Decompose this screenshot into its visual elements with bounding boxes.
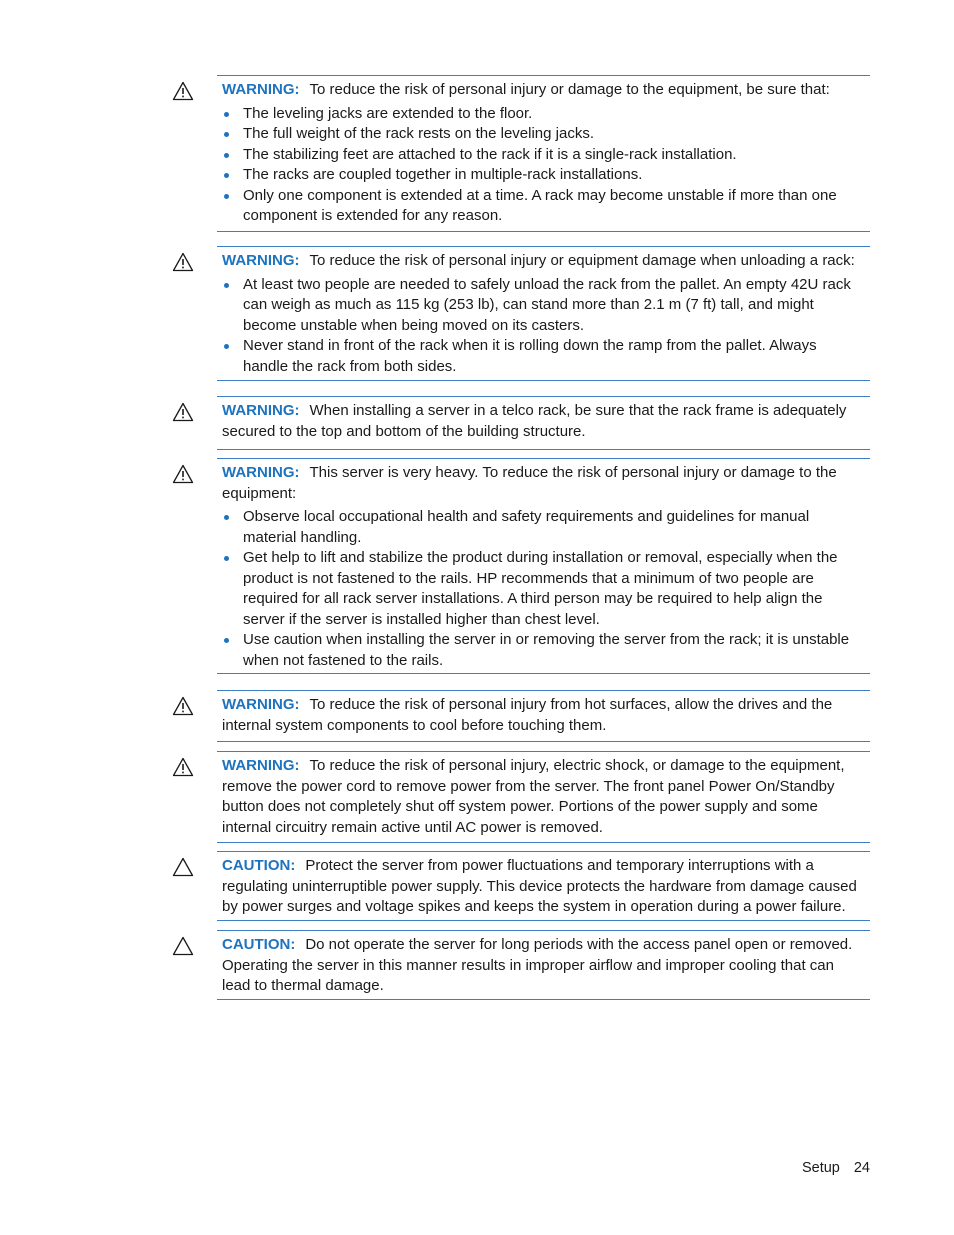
- list-item: Only one component is extended at a time. A rack may become unstable if more than one component is extended for any reason.: [222, 186, 865, 227]
- page-number: 24: [853, 1160, 870, 1176]
- warning-triangle-icon: [172, 696, 194, 716]
- warning-label: WARNING:: [222, 81, 300, 98]
- list-item: The leveling jacks are extended to the floor.: [222, 104, 865, 125]
- bullet-list: [222, 275, 865, 378]
- notice-text: When installing a server in a telco rack, be sure that the rack frame is adequately secured to the top and bottom of the building structure.: [222, 402, 847, 440]
- notice-paragraph: [222, 80, 865, 101]
- page-footer: [802, 1158, 870, 1179]
- warning-label: WARNING:: [222, 464, 300, 481]
- bullet-list: [222, 104, 865, 227]
- list-item: Never stand in front of the rack when it is rolling down the ramp from the pallet. Always handle the rack from both sides.: [222, 336, 865, 377]
- list-item: The full weight of the rack rests on the leveling jacks.: [222, 124, 865, 145]
- list-item: The stabilizing feet are attached to the rack if it is a single-rack installation.: [222, 145, 865, 166]
- notice-text: This server is very heavy. To reduce the risk of personal injury or damage to the equipment:: [222, 464, 837, 502]
- notice-text: To reduce the risk of personal injury, electric shock, or damage to the equipment, remove the power cord to remove power from the server. The front panel Power On/Standby button does not completely shut off system power. Portions of the power supply and some internal circuitry remain active until AC power is removed.: [222, 757, 845, 836]
- warning-label: WARNING:: [222, 696, 300, 713]
- warning-label: WARNING:: [222, 402, 300, 419]
- warning-label: WARNING:: [222, 252, 300, 269]
- list-item: The racks are coupled together in multiple-rack installations.: [222, 165, 865, 186]
- notice-paragraph: [222, 251, 865, 272]
- notice-text: Do not operate the server for long periods with the access panel open or removed. Operating the server in this manner results in improper airflow and improper cooling that can lead to thermal damage.: [222, 936, 853, 994]
- caution-label: CAUTION:: [222, 857, 296, 874]
- warning-triangle-icon: [172, 402, 194, 422]
- warning-triangle-icon: [172, 81, 194, 101]
- notice-paragraph: [222, 695, 865, 736]
- notice-text: To reduce the risk of personal injury or equipment damage when unloading a rack:: [309, 252, 855, 269]
- notice-paragraph: [222, 756, 865, 838]
- list-item: Get help to lift and stabilize the product during installation or removal, especially when the product is not fastened to the rails. HP recommends that a minimum of two people are required for all rack server installations. A third person may be required to help align the server if the server is installed higher than chest level.: [222, 548, 865, 630]
- caution-triangle-icon: [172, 857, 194, 877]
- caution-triangle-icon: [172, 936, 194, 956]
- notice-paragraph: [222, 856, 865, 918]
- notice-text: Protect the server from power fluctuations and temporary interruptions with a regulating uninterruptible power supply. This device protects the hardware from damage caused by power surges and voltage spikes and keeps the system in operation during a power failure.: [222, 857, 857, 915]
- warning-triangle-icon: [172, 757, 194, 777]
- warning-label: WARNING:: [222, 757, 300, 774]
- notice-text: To reduce the risk of personal injury or damage to the equipment, be sure that:: [309, 81, 830, 98]
- list-item: Observe local occupational health and safety requirements and guidelines for manual material handling.: [222, 507, 865, 548]
- bullet-list: [222, 507, 865, 671]
- warning-triangle-icon: [172, 464, 194, 484]
- notice-paragraph: [222, 935, 865, 997]
- notice-paragraph: [222, 463, 865, 504]
- caution-label: CAUTION:: [222, 936, 296, 953]
- notice-text: To reduce the risk of personal injury from hot surfaces, allow the drives and the internal system components to cool before touching them.: [222, 696, 833, 734]
- list-item: At least two people are needed to safely unload the rack from the pallet. An empty 42U rack can weigh as much as 115 kg (253 lb), can stand more than 2.1 m (7 ft) tall, and might become unstable when being moved on its casters.: [222, 275, 865, 337]
- footer-section-name: Setup: [801, 1160, 840, 1176]
- list-item: Use caution when installing the server in or removing the server from the rack; it is unstable when not fastened to the rails.: [222, 630, 865, 671]
- notice-paragraph: [222, 401, 865, 442]
- warning-triangle-icon: [172, 252, 194, 272]
